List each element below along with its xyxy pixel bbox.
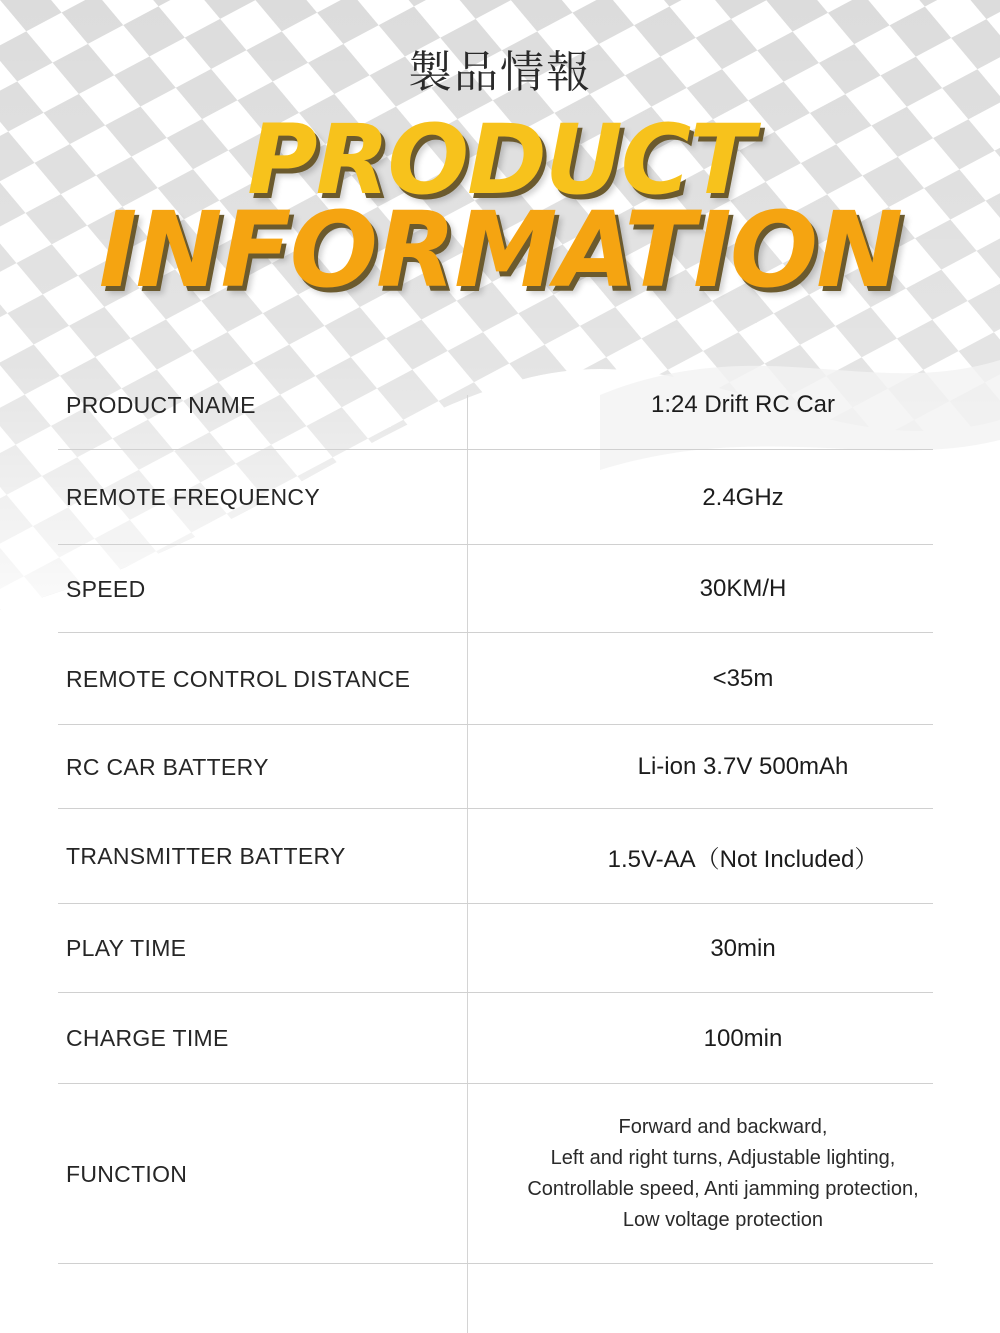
spec-value: 1:24 Drift RC Car [650, 391, 836, 418]
spec-label: FUNCTION [66, 1160, 188, 1187]
spec-value: <35m [712, 665, 774, 692]
function-line: Forward and backward, [618, 1116, 828, 1138]
title-line-information: INFORMATION [98, 189, 902, 311]
spec-label: PRODUCT NAME [66, 391, 256, 418]
spec-row-speed [58, 545, 933, 633]
spec-row-remote-control-distance [58, 633, 933, 725]
spec-label: PLAY TIME [66, 935, 187, 961]
spec-row-rc-car-battery [58, 725, 933, 809]
function-line: Low voltage protection [622, 1209, 824, 1231]
spec-value: 30min [710, 934, 776, 962]
row-divider [58, 1263, 933, 1264]
function-description [458, 1084, 988, 1264]
spec-row-product-name [58, 360, 933, 450]
spec-value: 30KM/H [699, 575, 787, 602]
function-line: Left and right turns, Adjustable lighting, [550, 1147, 896, 1169]
spec-value: 100min [703, 1024, 783, 1052]
spec-row-play-time [58, 904, 933, 993]
spec-label: REMOTE FREQUENCY [66, 484, 320, 510]
spec-label: SPEED [66, 575, 146, 602]
spec-value: 1.5V-AA（Not Included） [607, 846, 879, 873]
function-line: Controllable speed, Anti jamming protection, [527, 1178, 919, 1200]
spec-value: 2.4GHz [702, 483, 784, 511]
japanese-subtitle: 製品情報 [408, 47, 592, 98]
spec-row-function [58, 1084, 933, 1264]
spec-label: RC CAR BATTERY [66, 753, 269, 780]
spec-label: CHARGE TIME [66, 1025, 229, 1051]
spec-row-transmitter-battery [58, 809, 933, 904]
spec-label: REMOTE CONTROL DISTANCE [66, 665, 411, 692]
spec-row-remote-frequency [58, 450, 933, 545]
title-line-product: PRODUCT [247, 104, 753, 216]
spec-label: TRANSMITTER BATTERY [66, 843, 346, 869]
spec-value: Li-ion 3.7V 500mAh [637, 753, 849, 780]
spec-row-charge-time [58, 993, 933, 1084]
